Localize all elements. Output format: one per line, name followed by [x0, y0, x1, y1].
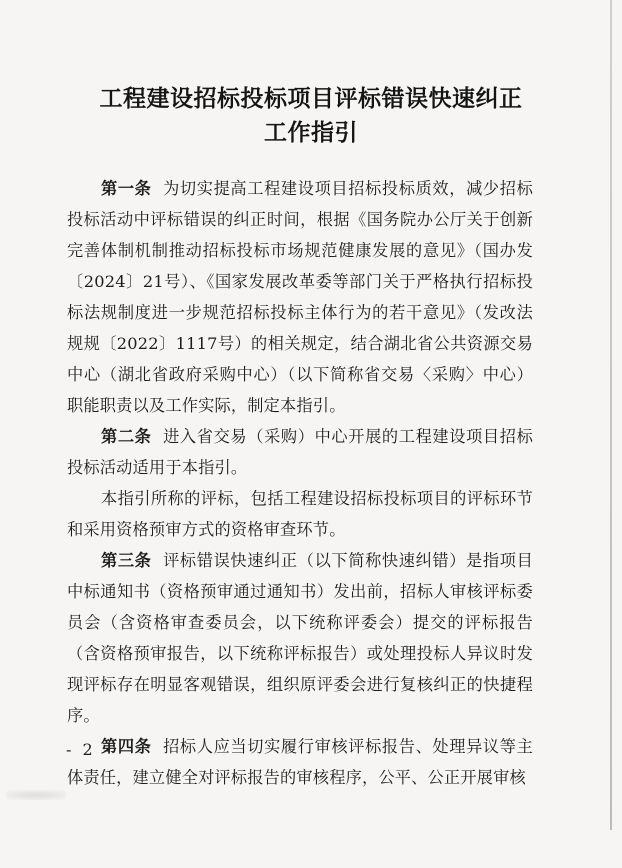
page-number: - 2 - [66, 740, 113, 759]
paragraph-text: 为切实提高工程建设项目招标投标质效，减少招标投标活动中评标错误的纠正时间，根据《国务院办公厅关于创新完善体制机制推动招标投标市场规范健康发展的意见》（国办发〔2024〕21号）、《国家发展改革委等部门关于严格执行招标投标法规制度进一步规范招标投标主体行为的若干意见》（发改法规规〔2022〕1117号）的相关规定，结合湖北省公共资源交易中心（湖北省政府采购中心）（以下简称省交易〈采购〉中心）职能职责以及工作实际，制定本指引。 [67, 179, 533, 415]
paragraph-article-1 [67, 173, 533, 421]
paragraph-article-4 [67, 731, 533, 793]
paragraph-text: 进入省交易（采购）中心开展的工程建设项目招标投标活动适用于本指引。 [67, 427, 533, 477]
paragraph-scope [67, 483, 533, 545]
article-heading: 第一条 [101, 179, 152, 198]
scan-smudge [6, 790, 66, 800]
paragraph-article-2 [67, 421, 533, 483]
document-title-line-2: 工作指引 [264, 120, 358, 146]
document-body [67, 173, 533, 793]
paragraph-text: 本指引所称的评标，包括工程建设招标投标项目的评标环节和采用资格预审方式的资格审查环节。 [67, 489, 533, 539]
document-title-line-1: 工程建设招标投标项目评标错误快速纠正 [99, 86, 523, 112]
paragraph-text: 评标错误快速纠正（以下简称快速纠错）是指项目中标通知书（资格预审通过通知书）发出前，招标人审核评标委员会（含资格审查委员会，以下统称评委会）提交的评标报告（含资格预审报告，以下统称评标报告）或处理投标人异议时发现评标存在明显客观错误，组织原评委会进行复核纠正的快捷程序。 [67, 551, 533, 725]
article-heading: 第三条 [101, 551, 152, 570]
paragraph-text: 招标人应当切实履行审核评标报告、处理异议等主体责任，建立健全对评标报告的审核程序，公平、公正开展审核 [67, 737, 533, 787]
article-heading: 第四条 [101, 737, 152, 756]
article-heading: 第二条 [101, 427, 152, 446]
paragraph-article-3 [67, 545, 533, 731]
